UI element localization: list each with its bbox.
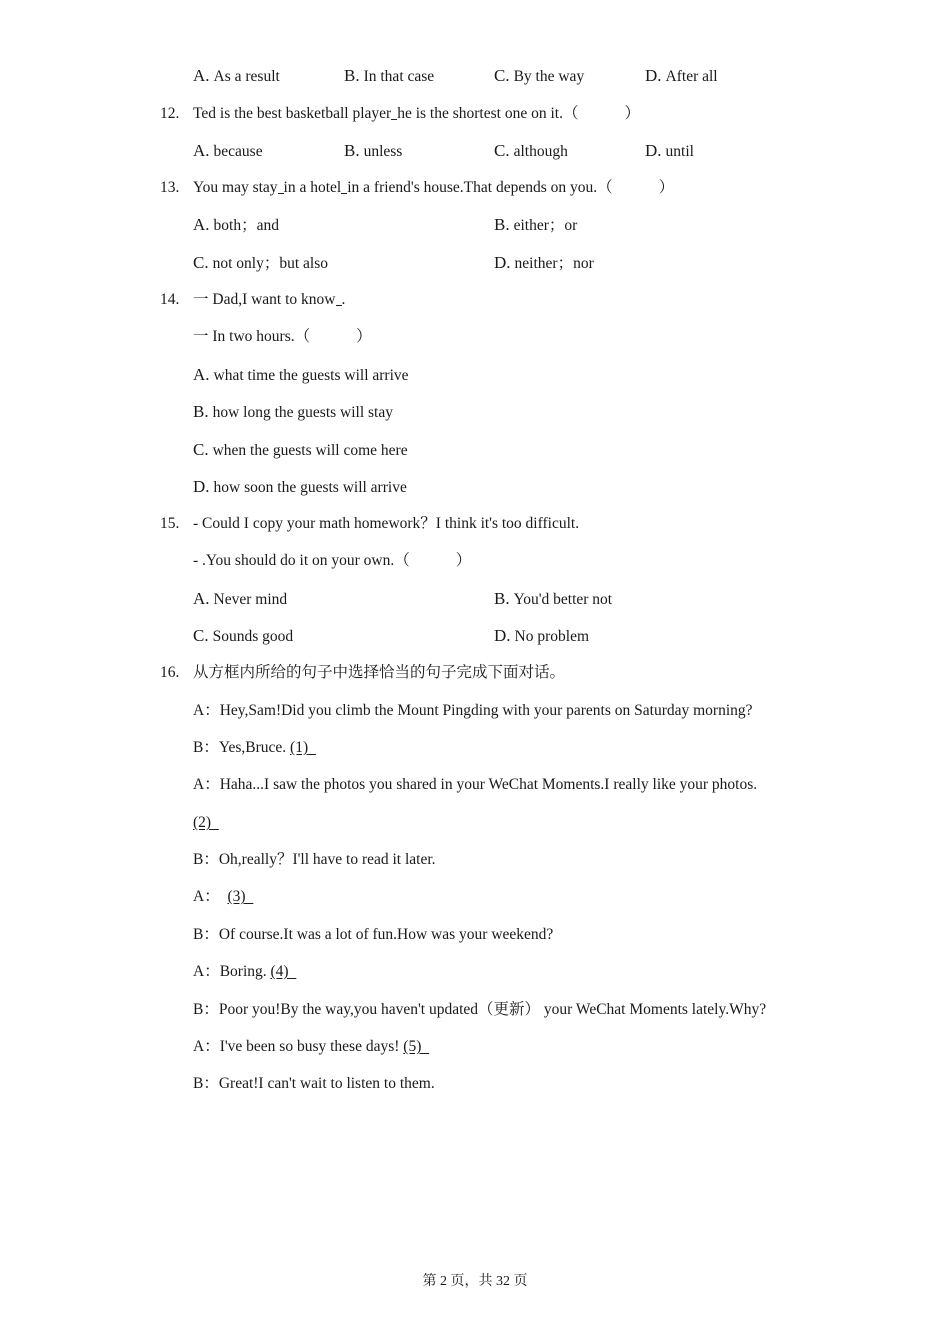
dialogue-line: A：Hey,Sam!Did you climb the Mount Pingding with your parents on Saturday morning? [193,702,753,719]
q14-line1: 一 Dad,I want to know . [193,291,346,308]
dialogue-line [193,813,219,833]
q15-option-d: D. No problem [494,626,590,645]
q12-number: 12. [160,105,180,122]
q15-option-c: C. Sounds good [193,626,294,645]
q15-option-b: B. You'd better not [494,589,613,608]
q13-option-d: D. neither；nor [494,253,594,272]
page-footer: 第 2 页，共 32 页 [422,1274,528,1289]
blank-5[interactable]: (5) [403,1038,422,1055]
q15-number: 15. [160,515,180,532]
q12-option-b: B. unless [344,141,403,160]
q16-number: 16. [160,664,180,681]
q16-instruction: 从方框内所给的句子中选择恰当的句子完成下面对话。 [193,664,566,681]
q13-option-b: B. either；or [494,215,578,234]
q14-option-c: C. when the guests will come here [193,440,408,459]
dialogue-line: B：Great!I can't wait to listen to them. [193,1075,435,1092]
q13-option-a: A. both；and [193,215,279,234]
blank-2[interactable]: (2) [193,814,212,831]
dialogue-line: B：Of course.It was a lot of fun.How was your weekend? [193,926,554,943]
dialogue-line: A： (3) [193,888,246,905]
dialogue-line: B：Poor you!By the way,you haven't updated（更新） your WeChat Moments lately.Why? [193,1001,767,1018]
q15-option-a: A. Never mind [193,589,288,608]
q14-line2: 一 In two hours.（ ） [193,328,372,345]
q11-option-a: A. As a result [193,66,280,85]
dialogue-line: B：Oh,really？I'll have to read it later. [193,851,436,868]
q14-option-a: A. what time the guests will arrive [193,365,409,384]
q11-option-c: C. By the way [494,66,585,85]
dialogue-line: A：Boring. (4) [193,963,289,980]
q14-number: 14. [160,291,180,308]
dialogue-line: A：Haha...I saw the photos you shared in your WeChat Moments.I really like your photos. [193,776,758,793]
blank-1[interactable]: (1) [290,739,309,756]
q14-option-d: D. how soon the guests will arrive [193,477,407,496]
q13-stem: You may stay in a hotel in a friend's house.That depends on you.（ ） [193,179,675,196]
q11-option-d: D. After all [645,66,718,85]
q13-option-c: C. not only；but also [193,253,328,272]
q14-option-b: B. how long the guests will stay [193,402,393,421]
q12-option-d: D. until [645,141,694,160]
dialogue-line: A：I've been so busy these days! (5) [193,1038,422,1055]
q12-option-c: C. although [494,141,568,160]
q11-option-b: B. In that case [344,66,435,85]
q15-line1: - Could I copy your math homework？I think it's too difficult. [193,515,580,532]
blank-3[interactable]: (3) [227,888,246,905]
q13-number: 13. [160,179,180,196]
q12-option-a: A. because [193,141,263,160]
dialogue-line: B：Yes,Bruce. (1) [193,739,309,756]
q15-line2: - .You should do it on your own.（ ） [193,552,472,569]
blank-4[interactable]: (4) [270,963,289,980]
q12-stem: Ted is the best basketball player he is the shortest one on it.（ ） [193,105,640,122]
